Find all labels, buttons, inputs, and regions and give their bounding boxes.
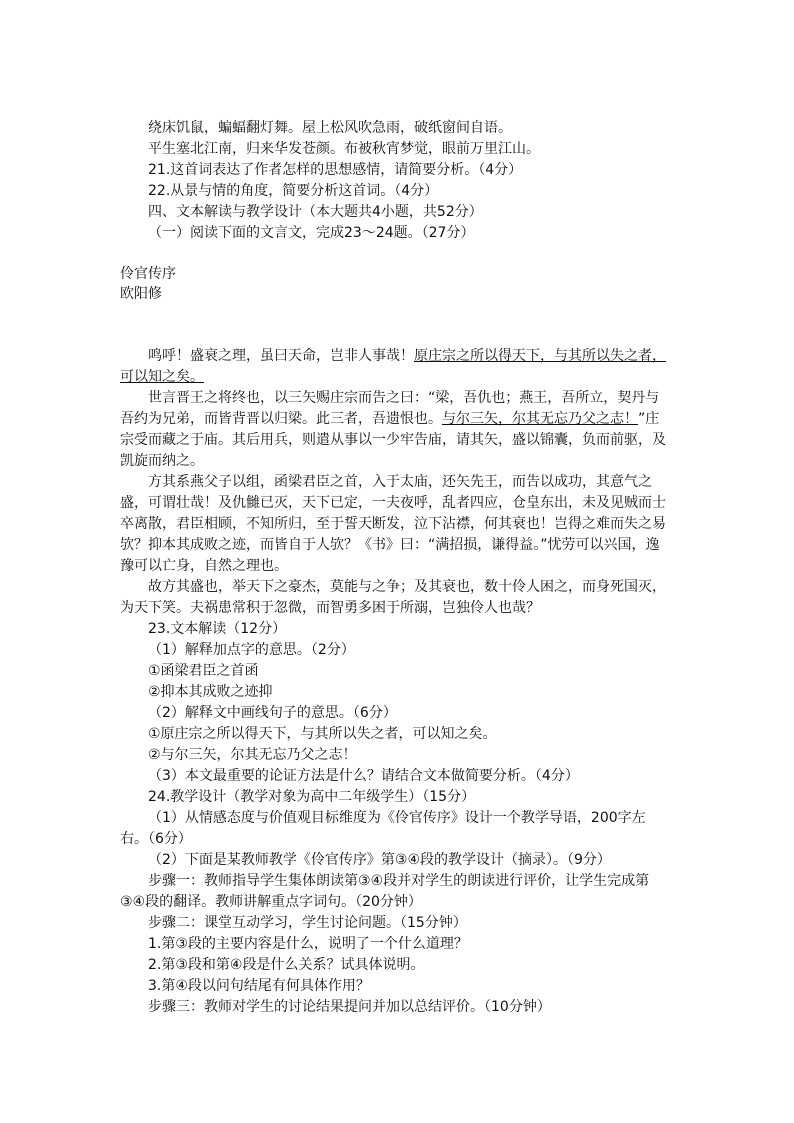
paragraph-4: 故方其盛也，举天下之豪杰，莫能与之争；及其衰也，数十伶人困之，而身死国灭，为天下笑。夫祸患常积于忽微，而智勇多困于所溺，岂独伶人也哉？ bbox=[120, 579, 666, 616]
step-2-item-2: 2.第③段和第④段是什么关系？试具体说明。 bbox=[148, 957, 425, 973]
step-3: 步骤三：教师对学生的讨论结果提问并加以总结评价。（10分钟） bbox=[148, 999, 551, 1015]
subsection-heading: （一）阅读下面的文言文，完成23～24题。（27分） bbox=[148, 225, 475, 241]
question-22: 22.从景与情的角度，简要分析这首词。（4分） bbox=[148, 183, 439, 199]
question-23-1: （1）解释加点字的意思。（2分） bbox=[148, 642, 355, 658]
question-23: 23.文本解读（12分） bbox=[148, 621, 287, 637]
question-23-2: （2）解释文中画线句子的意思。（6分） bbox=[148, 705, 397, 721]
question-23-1-a: ①函梁君臣之首函 bbox=[148, 663, 259, 679]
essay-author: 欧阳修 bbox=[120, 286, 162, 302]
paragraph-2: 世言晋王之将终也，以三矢赐庄宗而告之曰：“梁，吾仇也；燕王，吾所立，契丹与吾约为兄弟，而皆背晋以归梁。此三者，吾遗恨也。与尔三矢，尔其无忘乃父之志！”庄宗受而藏之于庙。其后用兵，则遣从事以一少牢告庙，请其矢，盛以锦囊，负而前驱，及凯旋而纳之。 bbox=[120, 390, 666, 469]
question-24: 24.教学设计（教学对象为高中二年级学生）（15分） bbox=[148, 789, 476, 805]
step-1: 步骤一：教师指导学生集体朗读第③④段并对学生的朗读进行评价，让学生完成第③④段的翻译。教师讲解重点字词句。（20分钟） bbox=[120, 873, 650, 910]
question-23-2-b: ②与尔三矢，尔其无忘乃父之志！ bbox=[148, 747, 357, 763]
poem-line-2: 平生塞北江南，归来华发苍颜。布被秋宵梦觉，眼前万里江山。 bbox=[148, 141, 540, 157]
step-2-item-1: 1.第③段的主要内容是什么，说明了一个什么道理？ bbox=[148, 936, 468, 952]
paragraph-1: 鸣呼！盛衰之理，虽曰天命，岂非人事哉！原庄宗之所以得天下，与其所以失之者，可以知之矣。 bbox=[120, 348, 666, 385]
step-2: 步骤二：课堂互动学习，学生讨论问题。（15分钟） bbox=[148, 915, 467, 931]
underlined-sentence-2: 与尔三矢，尔其无忘乃父之志！ bbox=[442, 411, 638, 427]
poem-line-1: 绕床饥鼠，蝙蝠翻灯舞。屋上松风吹急雨，破纸窗间自语。 bbox=[148, 120, 512, 136]
question-24-2: （2）下面是某教师教学《伶官传序》第③④段的教学设计（摘录）。（9分） bbox=[148, 852, 611, 868]
step-2-item-3: 3.第④段以问句结尾有何具体作用？ bbox=[148, 978, 370, 994]
question-23-3: （3）本文最重要的论证方法是什么？请结合文本做简要分析。（4分） bbox=[148, 768, 579, 784]
question-21: 21.这首词表达了作者怎样的思想感情，请简要分析。（4分） bbox=[148, 162, 523, 178]
question-24-1: （1）从情感态度与价值观目标维度为《伶官传序》设计一个教学导语，200字左右。（6分） bbox=[120, 810, 646, 847]
essay-title: 伶官传序 bbox=[120, 266, 176, 282]
underlined-sentence-1: 原庄宗之所以得天下，与其所以失之者，可以知之矣。 bbox=[120, 348, 666, 385]
paragraph-3: 方其系燕父子以组，函梁君臣之首，入于太庙，还矢先王，而告以成功，其意气之盛，可谓壮哉！及仇雠已灭，天下已定，一夫夜呼，乱者四应，仓皇东出，未及见贼而士卒离散，君臣相顾，不知所归，至于誓天断发，泣下沾襟，何其衰也！岂得之难而失之易欤？抑本其成败之迹，而皆自于人欤？《书》曰：“满招损，谦得益。”忧劳可以兴国，逸豫可以亡身，自然之理也。 bbox=[120, 474, 666, 574]
essay-header bbox=[120, 264, 176, 304]
question-23-2-a: ①原庄宗之所以得天下，与其所以失之者，可以知之矣。 bbox=[148, 726, 497, 742]
essay-body bbox=[120, 346, 670, 1018]
poem-block bbox=[120, 118, 670, 244]
section-heading: 四、文本解读与教学设计（本大题共4小题，共52分） bbox=[148, 204, 483, 220]
question-23-1-b: ②抑本其成败之迹抑 bbox=[148, 684, 273, 700]
